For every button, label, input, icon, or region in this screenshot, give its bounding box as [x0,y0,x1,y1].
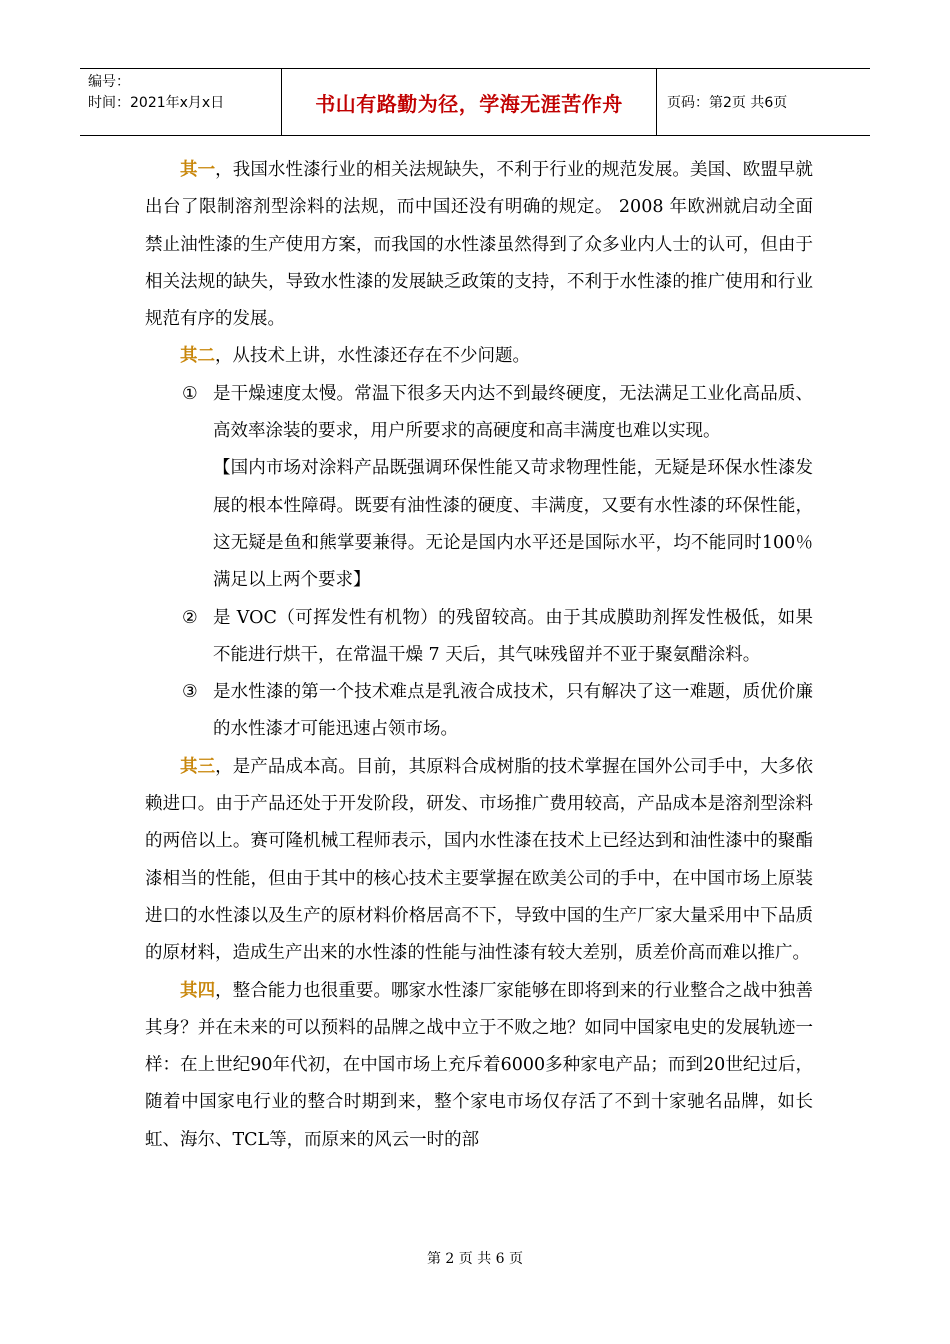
paragraph-4-text: ，整合能力也很重要。哪家水性漆厂家能够在即将到来的行业整合之战中独善其身？并在未来的可以预料的品牌之战中立于不败之地？如同中国家电史的发展轨迹一样：在上世纪90年代初，在中国市场上充斥着6000多种家电产品；而到20世纪过后，随着中国家电行业的整合时期到来，整个家电市场仅存活了不到十家驰名品牌，如长虹、海尔、TCL等，而原来的风云一时的部 [145,980,813,1150]
paragraph-2-lead: 其二 [180,346,215,367]
header-number: 编号： [88,74,130,90]
paragraph-3-lead: 其三 [180,756,216,777]
paragraph-2 [145,338,813,375]
paragraph-2-text: ，从技术上讲，水性漆还存在不少问题。 [215,346,530,367]
paragraph-1-lead: 其一 [180,160,216,180]
list-item-3-text: 是水性漆的第一个技术难点是乳液合成技术，只有解决了这一难题，质优价廉的水性漆才可能迅速占领市场。 [213,682,813,740]
page-header [80,68,870,136]
paragraph-4-lead: 其四 [180,980,216,1001]
list-item-2 [145,600,813,675]
list-item-1 [145,376,813,451]
list-item-2-text: 是 VOC（可挥发性有机物）的残留较高。由于其成膜助剂挥发性极低，如果不能进行烘干，在常温干燥 7 天后，其气味残留并不亚于聚氨醋涂料。 [213,607,813,665]
paragraph-3-text: ，是产品成本高。目前，其原料合成树脂的技术掌握在国外公司手中，大多依赖进口。由于产品还处于开发阶段，研发、市场推广费用较高，产品成本是溶剂型涂料的两倍以上。赛可隆机械工程师表示，国内水性漆在技术上已经达到和油性漆中的聚酯漆相当的性能，但由于其中的核心技术主要掌握在欧美公司的手中，在中国市场上原装进口的水性漆以及生产的原材料价格居高不下，导致中国的生产厂家大量采用中下品质的原材料，造成生产出来的水性漆的性能与油性漆有较大差别，质差价高而难以推广。 [145,756,813,964]
list-item-3-number: ③ [182,682,198,703]
paragraph-4 [145,973,813,1159]
paragraph-1 [145,152,813,338]
list-item-3 [145,674,813,749]
header-page: 页码：第2页 共6页 [667,95,788,111]
header-motto: 书山有路勤为径，学海无涯苦作舟 [282,69,657,135]
list-item-1-text: 是干燥速度太慢。常温下很多天内达不到最终硬度，无法满足工业化高品质、高效率涂装的要求，用户所要求的高硬度和高丰满度也难以实现。 [213,383,813,442]
paragraph-1-text: ，我国水性漆行业的相关法规缺失，不利于行业的规范发展。美国、欧盟早就出台了限制溶剂型涂料的法规，而中国还没有明确的规定。 2008 年欧洲就启动全面禁止油性漆的生产使用方案，而我国的水性漆虽然得到了众多业内人士的认可，但由于相关法规的缺失，导致水性漆的发展缺乏政策的支持，不利于水性漆的推广使用和行业规范有序的发展。 [145,160,813,330]
list-item-2-number: ② [182,607,198,628]
paragraph-3 [145,749,813,973]
page-footer: 第 2 页 共 6 页 [426,1251,524,1267]
header-meta [80,69,282,135]
list-item-1-number: ① [182,383,198,404]
header-time: 时间：2021年x月x日 [88,95,225,111]
document-body [145,152,813,1159]
list-item-1-note: 【国内市场对涂料产品既强调环保性能又苛求物理性能，无疑是环保水性漆发展的根本性障碍。既要有油性漆的硬度、丰满度，又要有水性漆的环保性能，这无疑是鱼和熊掌要兼得。无论是国内水平还是国际水平，均不能同时100％满足以上两个要求】 [213,458,813,591]
